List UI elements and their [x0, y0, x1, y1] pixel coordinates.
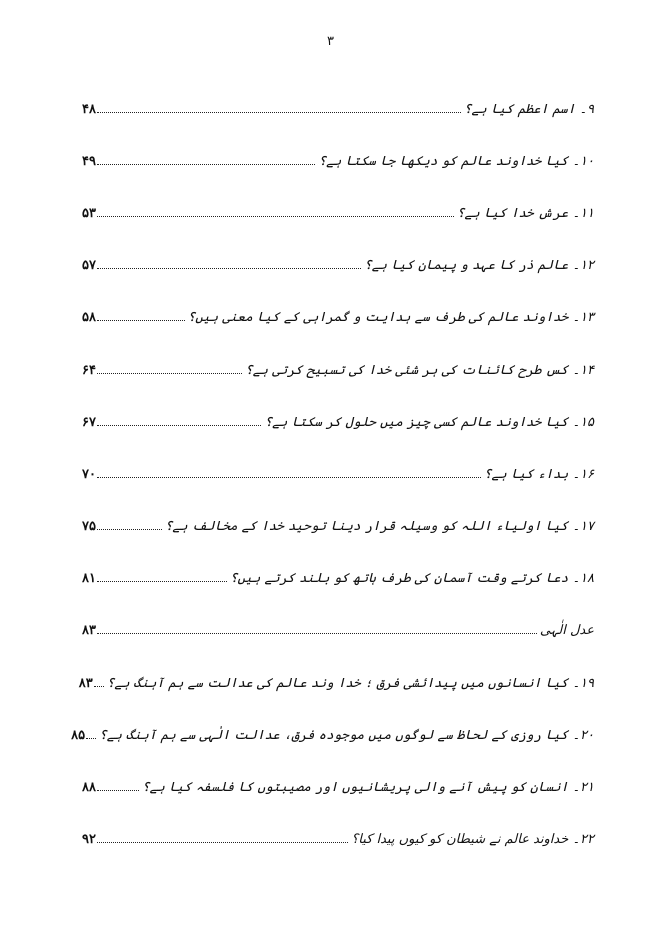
toc-entry	[82, 243, 594, 273]
toc-dot-leader	[97, 164, 315, 165]
toc-entry-page-number: ۴۹	[82, 154, 96, 169]
toc-dot-leader	[97, 790, 139, 791]
toc-dot-leader	[97, 373, 242, 374]
toc-entry	[82, 608, 594, 638]
toc-entry-title: ۱۷۔ کیا اولیاء اللہ کو وسیلہ قرار دینا توحید خدا کے مخالف ہے؟	[164, 519, 594, 534]
toc-entry	[82, 556, 594, 586]
toc-entry-title: ۱۰۔ کیا خداوند عالم کو دیکھا جا سکتا ہے؟	[318, 154, 594, 169]
toc-entry-title: ۱۴۔ کس طرح کائنات کی ہر شئی خدا کی تسبیح کرتی ہے؟	[245, 363, 594, 378]
toc-entry-page-number: ۵۸	[82, 310, 96, 325]
toc-entry-page-number: ۸۱	[82, 571, 96, 586]
toc-entry	[82, 817, 594, 847]
toc-dot-leader	[97, 842, 348, 843]
toc-entry-page-number: ۶۴	[82, 363, 96, 378]
toc-entry-title: ۱۶۔ بداء کیا ہے؟	[483, 467, 594, 482]
toc-dot-leader	[97, 268, 361, 269]
toc-entry-title: ۲۱۔ انسان کو پیش آنے والی پریشانیوں اور مصیبتوں کا فلسفہ کیا ہے؟	[141, 780, 594, 795]
toc-entry-page-number: ۵۷	[82, 258, 96, 273]
toc-dot-leader	[97, 216, 454, 217]
toc-entry	[82, 191, 594, 221]
toc-entry	[82, 452, 594, 482]
toc-entry	[82, 400, 594, 430]
toc-entry-title: ۹۔ اسم اعظم کیا ہے؟	[463, 102, 594, 117]
toc-dot-leader	[97, 320, 185, 321]
toc-entry	[82, 504, 594, 534]
toc-dot-leader	[97, 112, 461, 113]
toc-entry-title: ۱۵۔ کیا خداوند عالم کسی چیز میں حلول کر سکتا ہے؟	[264, 415, 594, 430]
toc-entry-page-number: ۶۷	[82, 415, 96, 430]
toc-entry-page-number: ۴۸	[82, 102, 96, 117]
toc-entry-page-number: ۷۰	[82, 467, 96, 482]
toc-entry-title: ۱۸۔ دعا کرتے وقت آسمان کی طرف ہاتھ کو بلند کرتے ہیں؟	[229, 571, 594, 586]
toc-entry-title: ۱۲۔ عالم ذر کا عہد و پیمان کیا ہے؟	[364, 258, 594, 273]
toc-dot-leader	[97, 425, 262, 426]
toc-dot-leader	[97, 581, 227, 582]
toc-entry	[82, 139, 594, 169]
toc-entry-title: ۱۹۔ کیا انسانوں میں پیدائشی فرق ؛ خدا وند عالم کی عدالت سے ہم آہنگ ہے؟	[106, 676, 594, 691]
toc-entry-page-number: ۷۵	[82, 519, 96, 534]
toc-entry-title: ۲۰۔ کیا روزی کے لحاظ سے لوگوں میں موجودہ فرق، عدالت الٰہی سے ہم آہنگ ہے؟	[99, 728, 594, 743]
toc-dot-leader	[94, 686, 104, 687]
toc-entry-title: ۱۳۔ خداوند عالم کی طرف سے ہدایت و گمراہی کے کیا معنی ہیں؟	[187, 310, 594, 325]
toc-entry	[82, 348, 594, 378]
toc-entry-page-number: ۸۳	[78, 676, 93, 691]
page-number: ۳	[327, 34, 334, 49]
toc-dot-leader	[97, 633, 537, 634]
toc-entry-title: ۱۱۔ عرش خدا کیا ہے؟	[456, 206, 594, 221]
toc-entry	[78, 661, 594, 691]
toc-dot-leader	[86, 738, 96, 739]
toc-entry-page-number: ۹۲	[82, 832, 96, 847]
toc-entry-page-number: ۸۵	[71, 728, 86, 743]
toc-entry-page-number: ۵۳	[82, 206, 96, 221]
toc-entry-page-number: ۸۳	[82, 623, 96, 638]
toc-entry	[71, 713, 594, 743]
toc-entry-title: عدل الٰہی	[539, 623, 594, 638]
toc-dot-leader	[97, 529, 162, 530]
toc-entry	[82, 765, 594, 795]
toc-dot-leader	[97, 477, 481, 478]
toc-entry	[82, 87, 594, 117]
toc-entry-page-number: ۸۸	[82, 780, 96, 795]
toc-entry	[82, 295, 594, 325]
toc-entry-title: ۲۲۔ خداوند عالم نے شیطان کو کیوں پیدا کیا؟	[351, 832, 594, 847]
